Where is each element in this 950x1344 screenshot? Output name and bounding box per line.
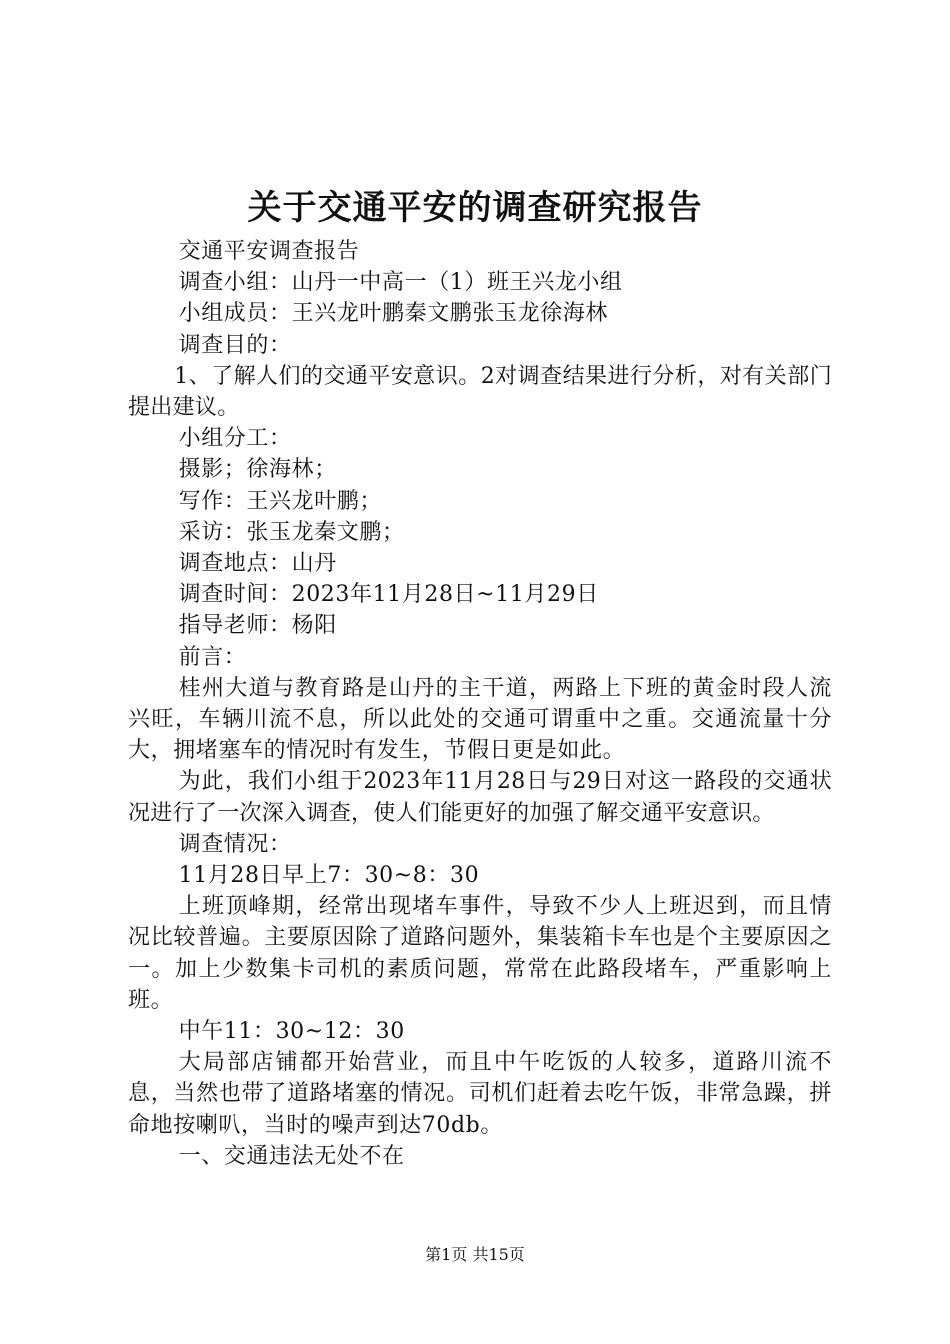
page-footer: 第1页 共15页 bbox=[425, 1245, 525, 1264]
paragraph-noon-detail: 大局部店铺都开始营业，而且中午吃饭的人较多，道路川流不息，当然也带了道路堵塞的情况。司机们赶着去吃午饭，非常急躁，拼命地按喇叭，当时的噪声到达70db。 bbox=[128, 1050, 832, 1138]
paragraph-section-one: 一、交通违法无处不在 bbox=[178, 1143, 405, 1169]
paragraph-purpose-heading: 调查目的： bbox=[178, 332, 292, 358]
paragraph-preface-heading: 前言： bbox=[178, 644, 247, 670]
paragraph-morning-detail: 上班顶峰期，经常出现堵车事件，导致不少人上班迟到，而且情况比较普遍。主要原因除了道路问题外，集装箱卡车也是个主要原因之一。加上少数集卡司机的素质问题，常常在此路段堵车，严重影响上班。 bbox=[128, 894, 832, 1013]
paragraph-advisor: 指导老师：杨阳 bbox=[178, 613, 337, 639]
paragraph-writing: 写作：王兴龙叶鹏； bbox=[178, 488, 382, 514]
paragraph-survey-group: 调查小组：山丹一中高一（1）班王兴龙小组 bbox=[178, 270, 623, 296]
paragraph-purpose-detail: 为此，我们小组于2023年11月28日与29日对这一路段的交通状况进行了一次深入调查，使人们能更好的加强了解交通平安意识。 bbox=[128, 769, 832, 826]
paragraph-photography: 摄影；徐海林； bbox=[178, 457, 337, 483]
paragraph-report-name: 交通平安调查报告 bbox=[178, 239, 360, 264]
paragraph-preface: 桂州大道与教育路是山丹的主干道，两路上下班的黄金时段人流兴旺，车辆川流不息，所以此处的交通可谓重中之重。交通流量十分大，拥堵塞车的情况时有发生，节假日更是如此。 bbox=[128, 675, 832, 764]
paragraph-time: 调查时间：2023年11月28日~11月29日 bbox=[178, 582, 599, 608]
paragraph-interview: 采访：张玉龙秦文鹏； bbox=[178, 519, 405, 545]
paragraph-morning-time: 11月28日早上7：30~8：30 bbox=[178, 863, 480, 889]
paragraph-group-members: 小组成员：王兴龙叶鹏秦文鹏张玉龙徐海林 bbox=[178, 301, 608, 327]
paragraph-location: 调查地点：山丹 bbox=[178, 551, 337, 577]
paragraph-noon-time: 中午11：30~12：30 bbox=[178, 1019, 405, 1045]
paragraph-purpose: 1、了解人们的交通平安意识。2对调查结果进行分析，对有关部门提出建议。 bbox=[128, 363, 832, 421]
paragraph-situation-heading: 调查情况： bbox=[178, 831, 292, 857]
document-body bbox=[128, 236, 832, 1172]
document-title: 关于交通平安的调查研究报告 bbox=[247, 188, 703, 228]
paragraph-division-heading: 小组分工： bbox=[178, 426, 292, 452]
